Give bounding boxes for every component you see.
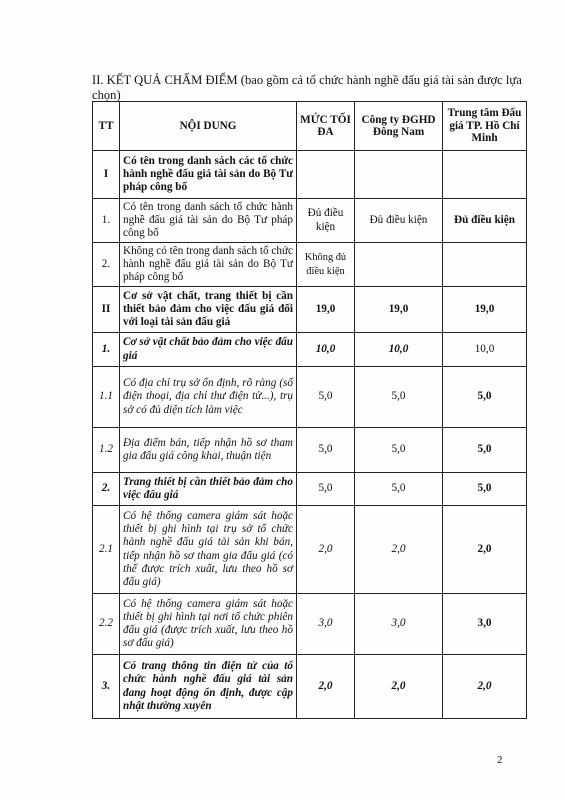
table-row	[93, 151, 527, 199]
score-table	[92, 101, 527, 719]
row-org2: 3,0	[443, 594, 527, 655]
row-org1: 5,0	[355, 367, 443, 428]
row-tt: II	[93, 287, 120, 333]
row-org2: 2,0	[443, 506, 527, 594]
row-tt: 1.	[93, 199, 120, 243]
table-row	[93, 199, 527, 243]
row-max: 19,0	[297, 287, 355, 333]
row-org1: Đủ điều kiện	[355, 199, 443, 243]
row-max: 5,0	[297, 428, 355, 473]
row-org1: 5,0	[355, 473, 443, 506]
row-content: Có tên trong danh sách tổ chức hành nghề đấu giá tài sản do Bộ Tư pháp công bố	[120, 199, 297, 243]
row-max: 10,0	[297, 333, 355, 367]
row-org2: 19,0	[443, 287, 527, 333]
row-org1: 5,0	[355, 428, 443, 473]
row-org2: 10,0	[443, 333, 527, 367]
header-org2: Trung tâm Đấu giá TP. Hồ Chí Minh	[443, 102, 527, 151]
row-max: 5,0	[297, 473, 355, 506]
row-max: Đủ điều kiện	[297, 199, 355, 243]
row-content: Cơ sở vật chất, trang thiết bị cần thiết bảo đảm cho việc đấu giá đối với loại tài sản đấu giá	[120, 287, 297, 333]
table-row	[93, 243, 527, 287]
row-tt: 2.	[93, 473, 120, 506]
table-row	[93, 594, 527, 655]
row-tt: 3.	[93, 655, 120, 719]
row-org2	[443, 151, 527, 199]
row-content: Không có tên trong danh sách tổ chức hành nghề đấu giá tài sản do Bộ Tư pháp công bố	[120, 243, 297, 287]
row-tt: 1.	[93, 333, 120, 367]
row-tt: 1.2	[93, 428, 120, 473]
row-content: Có địa chỉ trụ sở ổn định, rõ ràng (số điện thoại, địa chỉ thư điện tử...), trụ sở có đủ diện tích làm việc	[120, 367, 297, 428]
table-row	[93, 367, 527, 428]
row-tt: 2.	[93, 243, 120, 287]
row-org1: 2,0	[355, 655, 443, 719]
row-max: 5,0	[297, 367, 355, 428]
row-max: 2,0	[297, 655, 355, 719]
header-row	[93, 102, 527, 151]
row-content: Địa điểm bán, tiếp nhận hồ sơ tham gia đấu giá công khai, thuận tiện	[120, 428, 297, 473]
table-row	[93, 333, 527, 367]
row-max: Không đủ điều kiện	[297, 243, 355, 287]
row-tt: I	[93, 151, 120, 199]
header-max: MỨC TỐI ĐA	[297, 102, 355, 151]
row-org2	[443, 243, 527, 287]
row-content: Có trang thông tin điện tử của tổ chức hành nghề đấu giá tài sản đang hoạt động ổn định, được cập nhật thường xuyên	[120, 655, 297, 719]
row-org2: 5,0	[443, 428, 527, 473]
row-org1: 19,0	[355, 287, 443, 333]
header-tt: TT	[93, 102, 120, 151]
row-org2: Đủ điều kiện	[443, 199, 527, 243]
row-org2: 5,0	[443, 367, 527, 428]
row-content: Trang thiết bị cần thiết bảo đảm cho việc đấu giá	[120, 473, 297, 506]
row-org1: 3,0	[355, 594, 443, 655]
header-content: NỘI DUNG	[120, 102, 297, 151]
page-number: 2	[497, 754, 503, 766]
table-row	[93, 428, 527, 473]
table-row	[93, 506, 527, 594]
table-row	[93, 655, 527, 719]
header-org1: Công ty ĐGHD Đông Nam	[355, 102, 443, 151]
row-content: Có hệ thống camera giám sát hoặc thiết bị ghi hình tại trụ sở tổ chức hành nghề đấu giá tài sản khi bán, tiếp nhận hồ sơ tham gia đấu giá (có thể được trích xuất, lưu theo hồ sơ đấu giá)	[120, 506, 297, 594]
row-max: 3,0	[297, 594, 355, 655]
row-max	[297, 151, 355, 199]
row-org2: 5,0	[443, 473, 527, 506]
row-tt: 1.1	[93, 367, 120, 428]
row-org1	[355, 243, 443, 287]
table-row	[93, 473, 527, 506]
row-org2: 2,0	[443, 655, 527, 719]
row-org1	[355, 151, 443, 199]
row-org1: 10,0	[355, 333, 443, 367]
row-content: Cơ sở vật chất bảo đảm cho việc đấu giá	[120, 333, 297, 367]
row-max: 2,0	[297, 506, 355, 594]
row-tt: 2.2	[93, 594, 120, 655]
row-org1: 2,0	[355, 506, 443, 594]
row-content: Có tên trong danh sách các tổ chức hành nghề đấu giá tài sản do Bộ Tư pháp công bố	[120, 151, 297, 199]
section-heading: II. KẾT QUẢ CHẤM ĐIỂM (bao gồm cả tổ chức hành nghề đấu giá tài sản được lựa chọn)	[92, 73, 522, 102]
row-content: Có hệ thống camera giám sát hoặc thiết bị ghi hình tại nơi tổ chức phiên đấu giá (được trích xuất, lưu theo hồ sơ đấu giá)	[120, 594, 297, 655]
table-row	[93, 287, 527, 333]
row-tt: 2.1	[93, 506, 120, 594]
